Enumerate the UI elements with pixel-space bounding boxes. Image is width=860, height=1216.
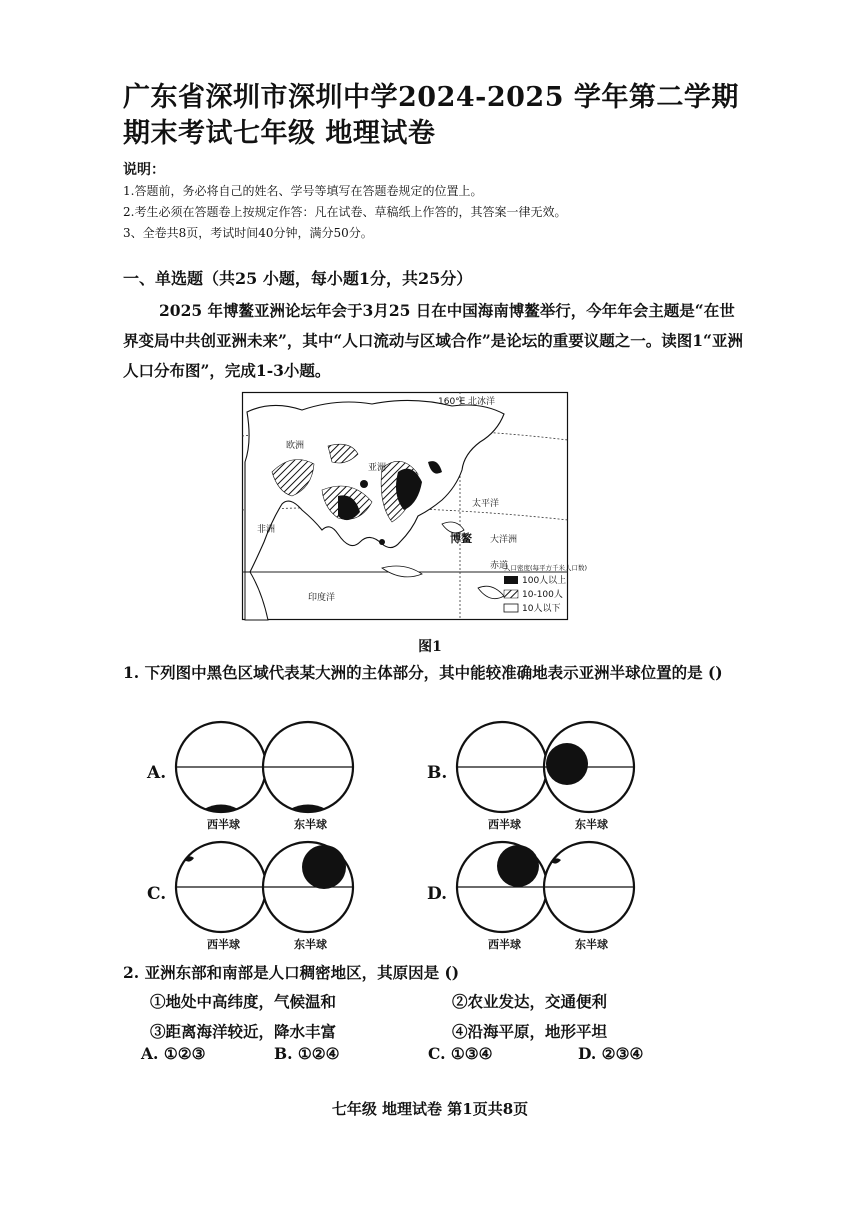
- statement-4: ④沿海平原，地形平坦: [452, 1022, 608, 1041]
- page-footer: 七年级 地理试卷 第1页共8页: [331, 1100, 529, 1118]
- asia-population-map: [242, 392, 588, 620]
- eastern-hemisphere-label: 东半球: [294, 938, 327, 951]
- figure-caption: 图1: [418, 639, 442, 655]
- longitude-label: 160°E: [438, 397, 466, 407]
- instruction-item: 3、全卷共8页，考试时间40分钟，满分50分。: [123, 226, 373, 240]
- legend-title: 人口密度(每平方千米人口数): [504, 564, 588, 572]
- legend-item-mid: 10-100人: [522, 590, 563, 600]
- europe-label: 欧洲: [286, 441, 305, 451]
- legend-item-high: 100人以上: [522, 576, 567, 586]
- pacific-ocean-label: 太平洋: [472, 499, 500, 509]
- option-d-label: D.: [427, 884, 448, 904]
- answer-option-a: A. ①②③: [141, 1044, 206, 1063]
- question-1-text: 1. 下列图中黑色区域代表某大洲的主体部分，其中能较准确地表示亚洲半球位置的是 (): [123, 663, 723, 682]
- option-a-label: A.: [147, 763, 167, 783]
- option-c-globes: [174, 840, 384, 960]
- option-c-label: C.: [147, 884, 167, 904]
- page-title: 广东省深圳市深圳中学2024-2025 学年第二学期期末考试七年级 地理试卷: [123, 82, 739, 149]
- eastern-hemisphere-label: 东半球: [294, 818, 327, 831]
- instruction-item: 2.考生必须在答题卷上按规定作答：凡在试卷、草稿纸上作答的，其答案一律无效。: [123, 205, 567, 219]
- option-a-globes: [174, 720, 384, 840]
- section-title: 一、单选题（共25 小题，每小题1分，共25分）: [123, 269, 473, 288]
- boao-label: 博鳌: [450, 532, 472, 545]
- option-b-globes: [455, 720, 665, 840]
- western-hemisphere-label: 西半球: [207, 938, 240, 951]
- eastern-hemisphere-label: 东半球: [575, 818, 608, 831]
- equator-label: 赤道: [490, 561, 509, 571]
- africa-label: 非洲: [257, 525, 276, 535]
- indian-ocean-label: 印度洋: [308, 593, 336, 603]
- intro-text: 2025 年博鳌亚洲论坛年会于3月25 日在中国海南博鳌举行，今年年会主题是“在世界变局中共创亚洲未来”，其中“人口流动与区域合作”是论坛的重要议题之一。读图1“亚洲人口分布图”，完成1-3小题。: [123, 301, 743, 380]
- western-hemisphere-label: 西半球: [488, 818, 521, 831]
- legend-item-low: 10人以下: [522, 604, 561, 614]
- instructions-heading: 说明：: [123, 162, 165, 178]
- question-intro: [123, 296, 743, 386]
- option-b-label: B.: [427, 763, 448, 783]
- western-hemisphere-label: 西半球: [207, 818, 240, 831]
- statement-1: ①地处中高纬度，气候温和: [150, 992, 337, 1011]
- question-2-text: 2. 亚洲东部和南部是人口稠密地区，其原因是 (): [123, 963, 460, 982]
- asia-label: 亚洲: [368, 463, 387, 473]
- western-hemisphere-label: 西半球: [488, 938, 521, 951]
- answer-option-b: B. ①②④: [274, 1044, 340, 1063]
- eastern-hemisphere-label: 东半球: [575, 938, 608, 951]
- arctic-ocean-label: 北冰洋: [468, 397, 496, 407]
- answer-option-d: D. ②③④: [578, 1044, 644, 1063]
- answer-option-c: C. ①③④: [428, 1044, 493, 1063]
- oceania-label: 大洋洲: [490, 535, 518, 545]
- instructions: [123, 160, 763, 244]
- option-d-globes: [455, 840, 665, 960]
- statement-3: ③距离海洋较近，降水丰富: [150, 1022, 337, 1041]
- statement-2: ②农业发达，交通便利: [452, 992, 608, 1011]
- instruction-item: 1.答题前，务必将自己的姓名、学号等填写在答题卷规定的位置上。: [123, 184, 483, 198]
